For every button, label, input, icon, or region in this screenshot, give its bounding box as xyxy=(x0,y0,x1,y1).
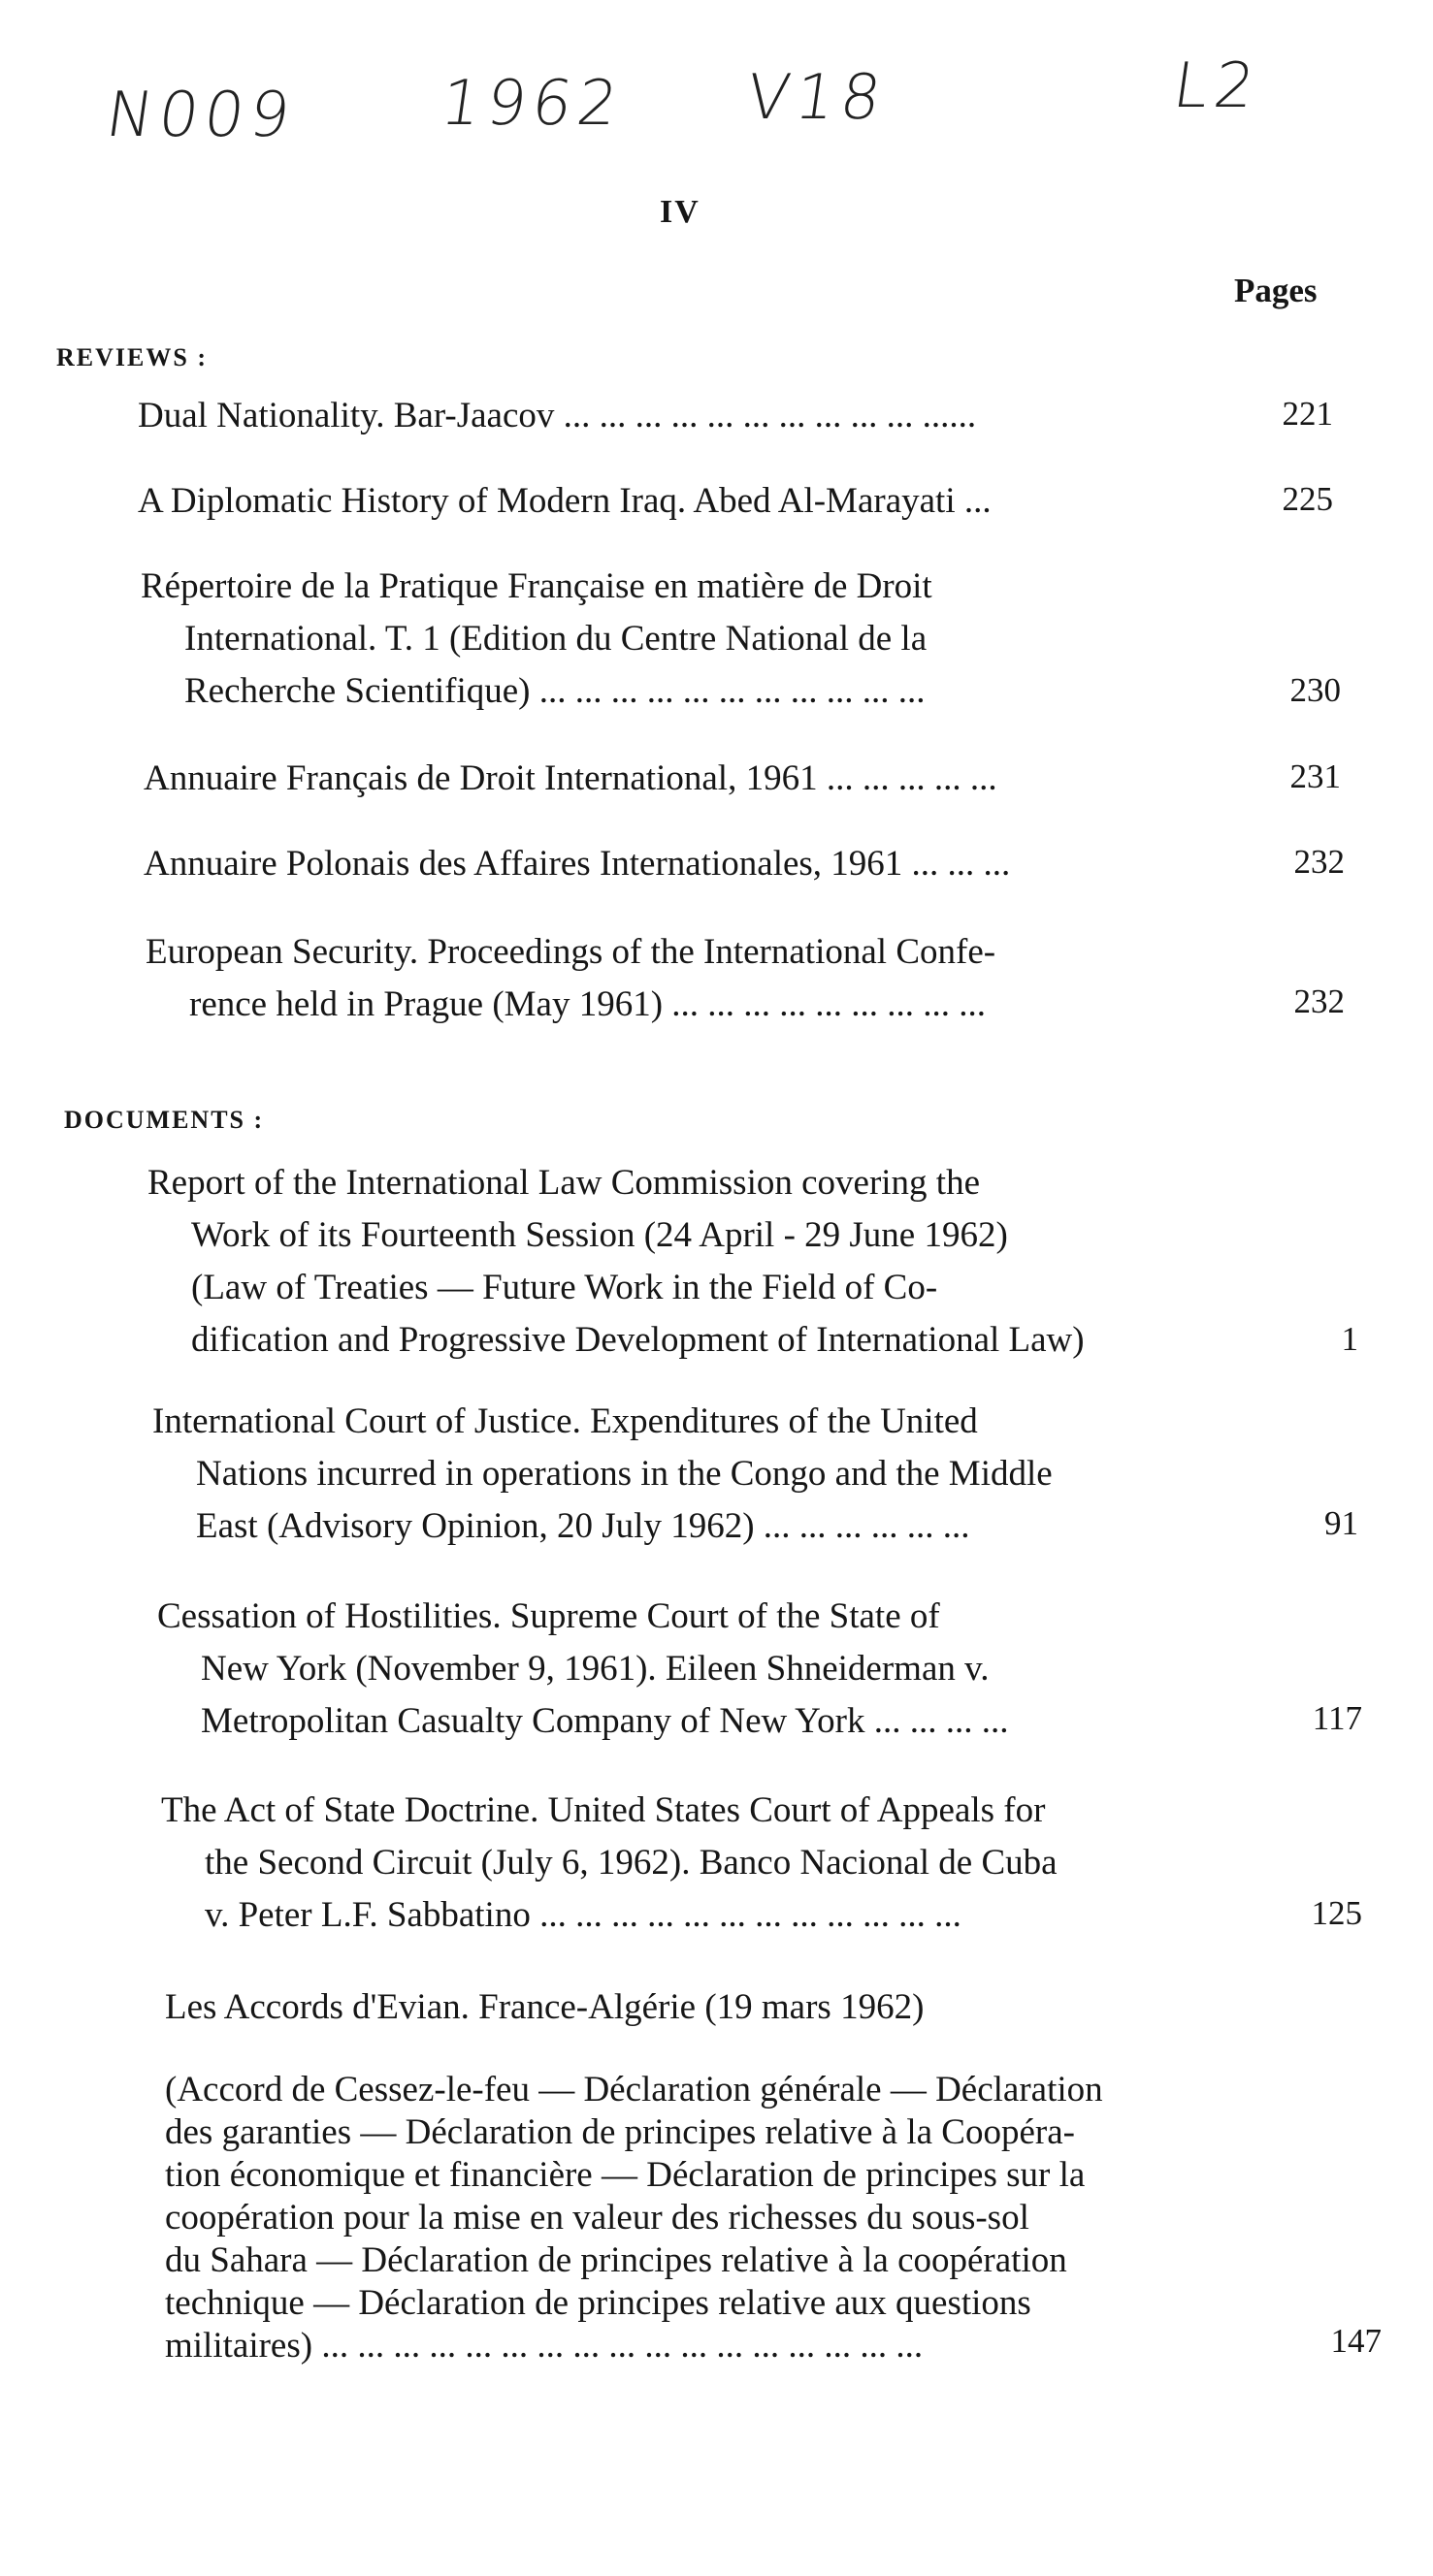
page-number: 117 xyxy=(1312,1699,1362,1737)
entry-line: Cessation of Hostilities. Supreme Court of the State of xyxy=(157,1596,940,1636)
entry-line: European Security. Proceedings of the International Confe- xyxy=(146,932,996,972)
page-number: 125 xyxy=(1311,1894,1362,1932)
document-entry xyxy=(152,1396,1053,1553)
page-number: 232 xyxy=(1293,982,1345,1020)
review-entry xyxy=(141,561,932,718)
review-entry xyxy=(138,475,992,528)
review-entry xyxy=(144,838,1010,890)
page-folio: IV xyxy=(660,194,700,230)
entry-line: technique — Déclaration de principes relative aux questions xyxy=(165,2283,1031,2323)
handwritten-volume: V18 xyxy=(741,62,892,134)
document-entry xyxy=(161,1785,1058,1942)
entry-line: dification and Progressive Development of International Law) xyxy=(191,1320,1085,1360)
entry-line: East (Advisory Opinion, 20 July 1962) ... ... ... ... ... ... xyxy=(196,1506,970,1546)
entry-line: A Diplomatic History of Modern Iraq. Abed Al-Marayati ... xyxy=(138,481,992,521)
entry-line: (Accord de Cessez-le-feu — Déclaration générale — Déclaration xyxy=(165,2070,1103,2109)
review-entry xyxy=(138,390,976,442)
entry-line: rence held in Prague (May 1961) ... ... ... ... ... ... ... ... ... xyxy=(189,984,987,1024)
entry-line: Recherche Scientifique) ... ... ... ... ... ... ... ... ... ... ... xyxy=(184,671,926,711)
entry-line: Nations incurred in operations in the Congo and the Middle xyxy=(196,1454,1053,1494)
page-number: 231 xyxy=(1289,757,1341,795)
entry-line: International. T. 1 (Edition du Centre National de la xyxy=(184,619,928,659)
entry-line: Répertoire de la Pratique Française en matière de Droit xyxy=(141,566,932,606)
pages-column-header: Pages xyxy=(1234,272,1318,309)
entry-line: The Act of State Doctrine. United States Court of Appeals for xyxy=(161,1790,1046,1830)
page-number: 221 xyxy=(1282,395,1333,433)
entry-line: the Second Circuit (July 6, 1962). Banco Nacional de Cuba xyxy=(205,1843,1058,1883)
page-number: 1 xyxy=(1341,1320,1358,1358)
section-heading-reviews: REVIEWS : xyxy=(56,343,208,371)
page-number: 230 xyxy=(1289,671,1341,709)
entry-line: Report of the International Law Commission covering the xyxy=(147,1163,980,1203)
entry-line: militaires) ... ... ... ... ... ... ... ... ... ... ... ... ... ... ... ... ... xyxy=(165,2326,924,2366)
document-entry xyxy=(165,1981,924,2034)
entry-line: Annuaire Polonais des Affaires Internationales, 1961 ... ... ... xyxy=(144,844,1011,884)
entry-line: Work of its Fourteenth Session (24 April - 29 June 1962) xyxy=(191,1215,1008,1255)
entry-line: Dual Nationality. Bar-Jaacov ... ... ... ... ... ... ... ... ... ... ...... xyxy=(138,396,977,435)
entry-line: Annuaire Français de Droit International, 1961 ... ... ... ... ... xyxy=(144,758,997,798)
document-entry xyxy=(147,1157,1085,1367)
entry-line: International Court of Justice. Expenditures of the United xyxy=(152,1401,978,1441)
entry-line: tion économique et financière — Déclaration de principes sur la xyxy=(165,2155,1086,2195)
page-number: 232 xyxy=(1293,843,1345,881)
handwritten-mark: L2 xyxy=(1168,50,1265,122)
page-number: 91 xyxy=(1324,1504,1358,1542)
document-entry xyxy=(157,1591,1008,1748)
review-entry xyxy=(144,753,997,805)
entry-line: Les Accords d'Evian. France-Algérie (19 mars 1962) xyxy=(165,1987,925,2027)
section-heading-documents: DOCUMENTS : xyxy=(64,1106,265,1134)
entry-line: New York (November 9, 1961). Eileen Shneiderman v. xyxy=(201,1649,990,1689)
entry-line: coopération pour la mise en valeur des richesses du sous-sol xyxy=(165,2198,1029,2238)
handwritten-year: 1962 xyxy=(436,68,629,140)
review-entry xyxy=(146,926,995,1031)
page-number: 225 xyxy=(1282,480,1333,518)
document-entry xyxy=(165,2069,1103,2367)
entry-line: v. Peter L.F. Sabbatino ... ... ... ... ... ... ... ... ... ... ... ... xyxy=(205,1895,961,1935)
entry-line: des garanties — Déclaration de principes relative à la Coopéra- xyxy=(165,2112,1075,2152)
entry-line: Metropolitan Casualty Company of New York ... ... ... ... xyxy=(201,1701,1009,1741)
page-number: 147 xyxy=(1330,2322,1382,2360)
entry-line: du Sahara — Déclaration de principes relative à la coopération xyxy=(165,2240,1067,2280)
entry-line: (Law of Treaties — Future Work in the Field of Co- xyxy=(191,1268,938,1307)
handwritten-code: N009 xyxy=(101,80,301,151)
